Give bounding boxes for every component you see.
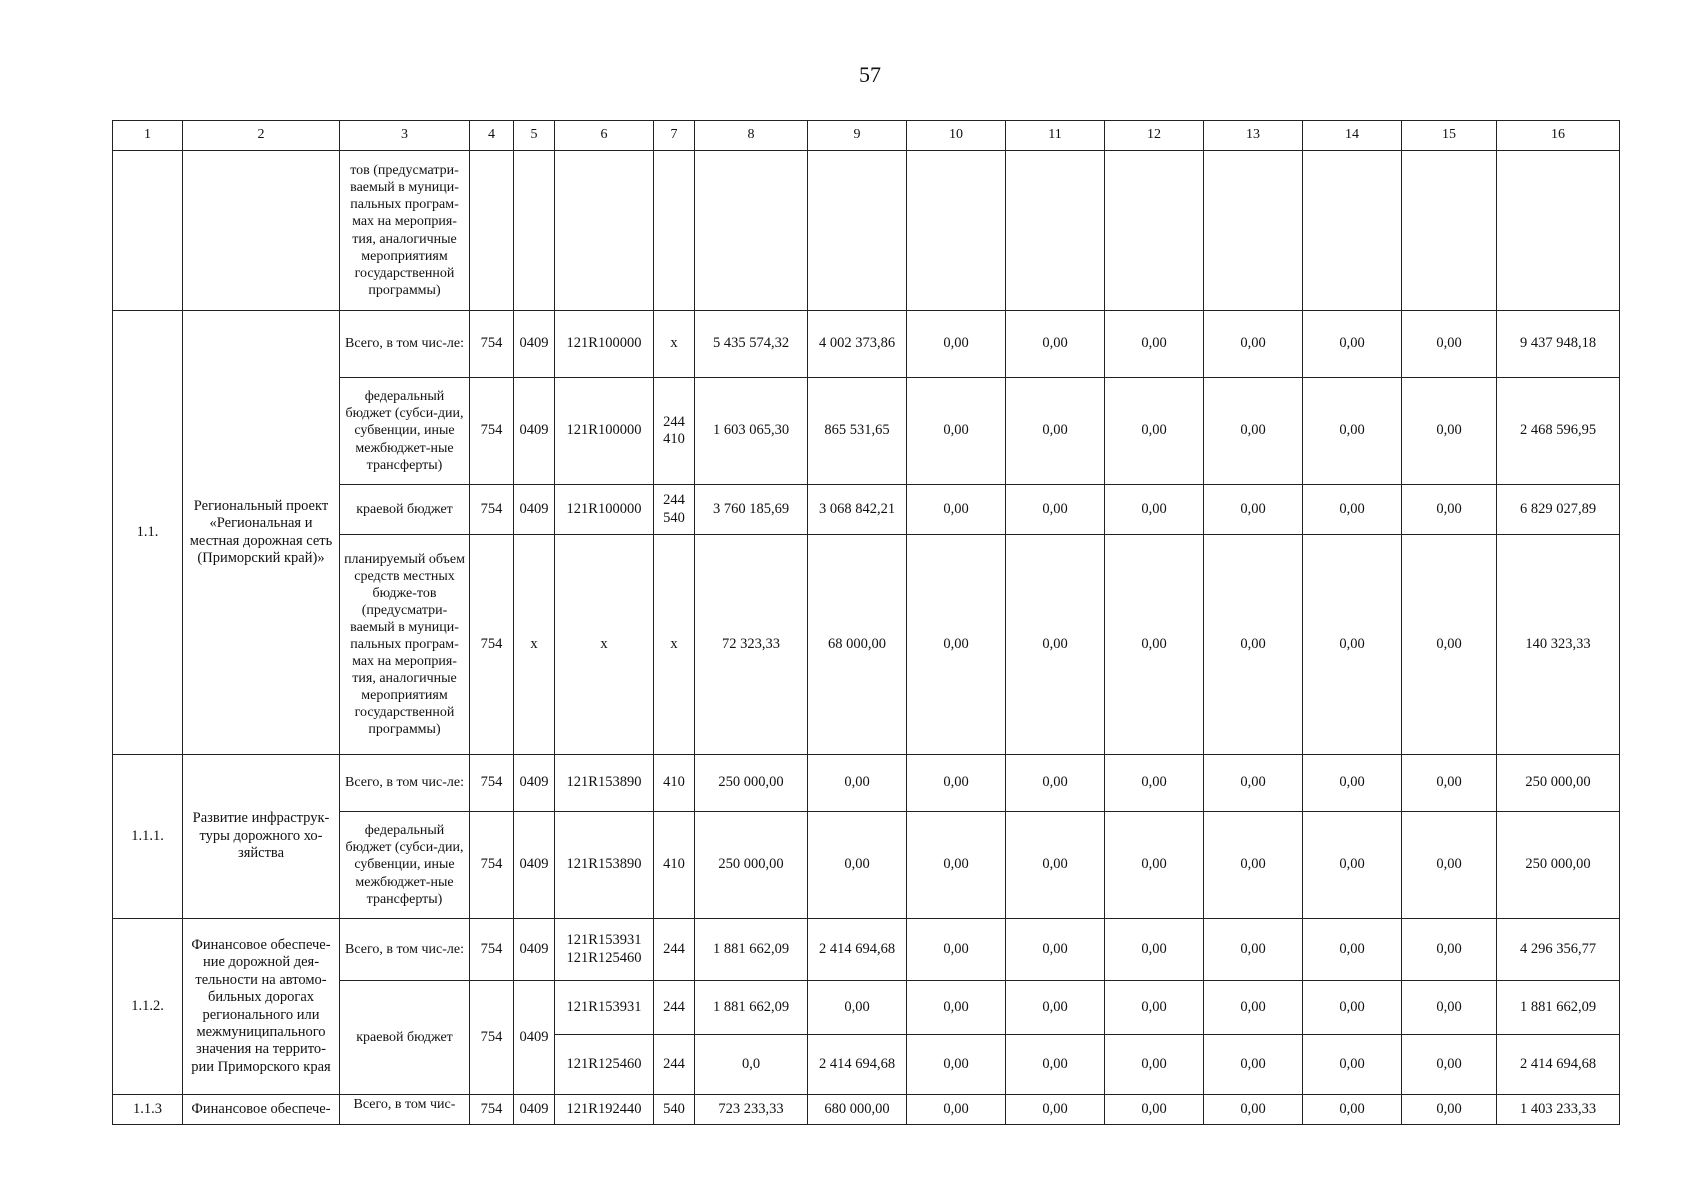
table-cell: х: [654, 535, 695, 755]
table-cell: 121R153931: [555, 981, 654, 1035]
funding-source-cell: федеральный бюджет (субси-дии, субвенции, иные межбюджет-ные трансферты): [340, 378, 470, 485]
table-cell: 121R125460: [555, 1035, 654, 1095]
header-cell: 10: [907, 121, 1006, 151]
table-cell: 5 435 574,32: [695, 311, 808, 378]
funding-source-cell: Всего, в том чис-ле:: [340, 755, 470, 812]
table-cell: 121R100000: [555, 485, 654, 535]
header-row: [113, 121, 1620, 151]
table-cell: 0,00: [1402, 1095, 1497, 1125]
header-cell: 14: [1303, 121, 1402, 151]
table-cell: 540: [654, 1095, 695, 1125]
table-cell: 0,00: [1303, 981, 1402, 1035]
code-cell: [555, 919, 654, 981]
table-cell: 244 540: [654, 485, 695, 535]
table-cell: 250 000,00: [695, 812, 808, 919]
table-cell: 0,00: [808, 812, 907, 919]
table-cell: 1 403 233,33: [1497, 1095, 1620, 1125]
table-cell: 0,00: [1204, 535, 1303, 755]
header-cell: 15: [1402, 121, 1497, 151]
funding-source-cell: Всего, в том чис-ле:: [340, 311, 470, 378]
table-cell: 0409: [514, 812, 555, 919]
table-cell: 0,00: [1402, 981, 1497, 1035]
table-cell: 0,00: [1402, 755, 1497, 812]
table-cell: 6 829 027,89: [1497, 485, 1620, 535]
table-cell: 250 000,00: [695, 755, 808, 812]
table-cell: [695, 151, 808, 311]
table-cell: 0,00: [1006, 919, 1105, 981]
item-name-cell: Финансовое обеспече-ние дорожной дея-тельности на автомо-бильных дорогах регионального или межмуниципального значения на террито-рии Приморского края: [183, 919, 340, 1095]
table-cell: 121R153890: [555, 755, 654, 812]
table-cell: 0,00: [1006, 755, 1105, 812]
table-cell: [470, 151, 514, 311]
table-cell: 723 233,33: [695, 1095, 808, 1125]
table-cell: 0,00: [1402, 812, 1497, 919]
table-cell: 0409: [514, 981, 555, 1095]
table-cell: 0,00: [1204, 1095, 1303, 1125]
table-cell: х: [555, 535, 654, 755]
table-cell: 0409: [514, 485, 555, 535]
item-name-cell: Финансовое обеспече-: [183, 1095, 340, 1125]
table-cell: 250 000,00: [1497, 812, 1620, 919]
table-cell: 244 410: [654, 378, 695, 485]
page-number: 57: [859, 62, 881, 87]
table-cell: 244: [654, 919, 695, 981]
table-cell: 0,00: [1006, 812, 1105, 919]
table-cell: [514, 151, 555, 311]
funding-source-cell: краевой бюджет: [340, 485, 470, 535]
table-cell: 0,00: [1303, 1035, 1402, 1095]
header-cell: 11: [1006, 121, 1105, 151]
table-cell: 0,00: [1204, 919, 1303, 981]
table-cell: 0,00: [1105, 378, 1204, 485]
header-cell: 5: [514, 121, 555, 151]
table-cell: 0,00: [907, 485, 1006, 535]
table-cell: 0,00: [1006, 981, 1105, 1035]
header-cell: 8: [695, 121, 808, 151]
table-cell: 2 414 694,68: [1497, 1035, 1620, 1095]
table-cell: 865 531,65: [808, 378, 907, 485]
table-cell: 0,00: [1105, 981, 1204, 1035]
table-cell: 0,00: [1204, 755, 1303, 812]
table-cell: 0,00: [1204, 812, 1303, 919]
table-cell: 0,0: [695, 1035, 808, 1095]
table-cell: 121R100000: [555, 378, 654, 485]
table-row: [113, 812, 1620, 919]
header-cell: 9: [808, 121, 907, 151]
table-cell: 410: [654, 755, 695, 812]
table-row: [113, 485, 1620, 535]
table-cell: 0,00: [1006, 1095, 1105, 1125]
table-cell: 680 000,00: [808, 1095, 907, 1125]
table-cell: 754: [470, 378, 514, 485]
table-cell: 121R100000: [555, 311, 654, 378]
table-row: [113, 981, 1620, 1035]
header-cell: 7: [654, 121, 695, 151]
table-cell: 72 323,33: [695, 535, 808, 755]
table-cell: 0,00: [1204, 981, 1303, 1035]
table-cell: 0,00: [1006, 311, 1105, 378]
funding-source-cell: краевой бюджет: [340, 981, 470, 1095]
table-row: [113, 535, 1620, 755]
table-cell: 0,00: [907, 1035, 1006, 1095]
table-cell: 0,00: [1402, 535, 1497, 755]
table-cell: [808, 151, 907, 311]
table-cell: 0,00: [1105, 535, 1204, 755]
table-cell: 0,00: [808, 755, 907, 812]
table-cell: 140 323,33: [1497, 535, 1620, 755]
table-cell: 0,00: [1105, 311, 1204, 378]
table-cell: 0,00: [1204, 1035, 1303, 1095]
table-cell: 0,00: [1402, 485, 1497, 535]
table-cell: 754: [470, 755, 514, 812]
table-cell: 0,00: [1303, 919, 1402, 981]
table-cell: 121R192440: [555, 1095, 654, 1125]
header-cell: 12: [1105, 121, 1204, 151]
table-cell: [1497, 151, 1620, 311]
table-cell: 1 881 662,09: [695, 981, 808, 1035]
table-row: [113, 151, 1620, 311]
table-cell: 121R153890: [555, 812, 654, 919]
table-cell: 0,00: [1105, 485, 1204, 535]
table-cell: 0,00: [907, 919, 1006, 981]
header-cell: 1: [113, 121, 183, 151]
header-cell: 2: [183, 121, 340, 151]
header-cell: 4: [470, 121, 514, 151]
table-cell: 0,00: [1303, 311, 1402, 378]
table-cell: 4 296 356,77: [1497, 919, 1620, 981]
table-cell: 2 468 596,95: [1497, 378, 1620, 485]
code-line: 121R153931: [566, 932, 642, 949]
table-cell: [1006, 151, 1105, 311]
table-cell: 0,00: [1006, 535, 1105, 755]
table-cell: 0409: [514, 311, 555, 378]
item-name-cell: Развитие инфраструк-туры дорожного хо-зяйства: [183, 755, 340, 919]
table-cell: 0,00: [907, 378, 1006, 485]
table-cell: 0,00: [1303, 755, 1402, 812]
table-cell: 0,00: [907, 535, 1006, 755]
table-cell: х: [514, 535, 555, 755]
table-cell: [1402, 151, 1497, 311]
table-cell: 0,00: [1303, 812, 1402, 919]
table-cell: 0,00: [1105, 1095, 1204, 1125]
table-cell: 0409: [514, 919, 555, 981]
table-cell: 754: [470, 1095, 514, 1125]
table-cell: 1 603 065,30: [695, 378, 808, 485]
table-cell: 0409: [514, 378, 555, 485]
table-cell: 0,00: [907, 1095, 1006, 1125]
budget-table: [112, 120, 1620, 1125]
table-cell: [654, 151, 695, 311]
table-cell: 9 437 948,18: [1497, 311, 1620, 378]
table-cell: 0,00: [907, 755, 1006, 812]
code-line: 121R125460: [566, 949, 642, 966]
table-cell: 3 068 842,21: [808, 485, 907, 535]
table-row: [113, 1095, 1620, 1125]
table-cell: х: [654, 311, 695, 378]
table-cell: 244: [654, 1035, 695, 1095]
table-cell: 244: [654, 981, 695, 1035]
table-cell: 0,00: [1105, 1035, 1204, 1095]
table-cell: 0,00: [907, 812, 1006, 919]
table-cell: 754: [470, 812, 514, 919]
table-cell: 0409: [514, 1095, 555, 1125]
table-row: [113, 919, 1620, 981]
table-cell: [183, 151, 340, 311]
table-cell: 0,00: [1105, 755, 1204, 812]
table-cell: 754: [470, 311, 514, 378]
header-cell: 13: [1204, 121, 1303, 151]
table-cell: 0,00: [1204, 378, 1303, 485]
table-cell: 0,00: [907, 311, 1006, 378]
item-name-cell: Региональный проект «Региональная и местная дорожная сеть (Приморский край)»: [183, 311, 340, 755]
header-cell: 6: [555, 121, 654, 151]
table-cell: 2 414 694,68: [808, 919, 907, 981]
table-cell: 0,00: [1402, 311, 1497, 378]
table-cell: 4 002 373,86: [808, 311, 907, 378]
table-cell: 250 000,00: [1497, 755, 1620, 812]
funding-source-cell: федеральный бюджет (субси-дии, субвенции, иные межбюджет-ные трансферты): [340, 812, 470, 919]
header-cell: 3: [340, 121, 470, 151]
table-cell: [1204, 151, 1303, 311]
table-cell: 0,00: [907, 981, 1006, 1035]
table-cell: 3 760 185,69: [695, 485, 808, 535]
funding-source-cell: Всего, в том чис-ле:: [340, 919, 470, 981]
table-cell: 0,00: [1303, 1095, 1402, 1125]
table-cell: 0,00: [1204, 311, 1303, 378]
table-row: [113, 378, 1620, 485]
table-cell: 1 881 662,09: [695, 919, 808, 981]
table-row: [113, 311, 1620, 378]
item-number-cell: 1.1.: [113, 311, 183, 755]
table-cell: 0,00: [1006, 485, 1105, 535]
table-cell: 1 881 662,09: [1497, 981, 1620, 1035]
table-cell: 0,00: [1105, 812, 1204, 919]
table-cell: 0,00: [1402, 378, 1497, 485]
table-cell: 410: [654, 812, 695, 919]
table-cell: [1303, 151, 1402, 311]
header-cell: 16: [1497, 121, 1620, 151]
table-cell: 754: [470, 981, 514, 1095]
table-cell: 0,00: [1303, 535, 1402, 755]
table-cell: 0,00: [1402, 919, 1497, 981]
funding-source-cell: планируемый объем средств местных бюдже-тов (предусматри-ваемый в муници-пальных програм-мах на мероприя-тия, аналогичные мероприятиям государственной программы): [340, 535, 470, 755]
item-number-cell: 1.1.3: [113, 1095, 183, 1125]
table-cell: 0,00: [1402, 1035, 1497, 1095]
item-number-cell: 1.1.2.: [113, 919, 183, 1095]
table-cell: 0,00: [1303, 485, 1402, 535]
table-cell: 0,00: [808, 981, 907, 1035]
table-cell: 0,00: [1006, 378, 1105, 485]
funding-source-cell: Всего, в том чис-: [340, 1095, 470, 1125]
table-cell: [555, 151, 654, 311]
table-row: [113, 755, 1620, 812]
table-cell: 0,00: [1204, 485, 1303, 535]
table-cell: 0,00: [1006, 1035, 1105, 1095]
item-number-cell: 1.1.1.: [113, 755, 183, 919]
table-cell: 2 414 694,68: [808, 1035, 907, 1095]
table-cell: [113, 151, 183, 311]
table-cell: 754: [470, 485, 514, 535]
table-cell: 0409: [514, 755, 555, 812]
table-cell: 754: [470, 535, 514, 755]
table-cell: [1105, 151, 1204, 311]
table-cell: 68 000,00: [808, 535, 907, 755]
table-cell: [907, 151, 1006, 311]
table-cell: 0,00: [1303, 378, 1402, 485]
table-cell: 754: [470, 919, 514, 981]
table-cell: 0,00: [1105, 919, 1204, 981]
funding-source-cell: тов (предусматри-ваемый в муници-пальных програм-мах на мероприя-тия, аналогичные мероприятиям государственной программы): [340, 151, 470, 311]
